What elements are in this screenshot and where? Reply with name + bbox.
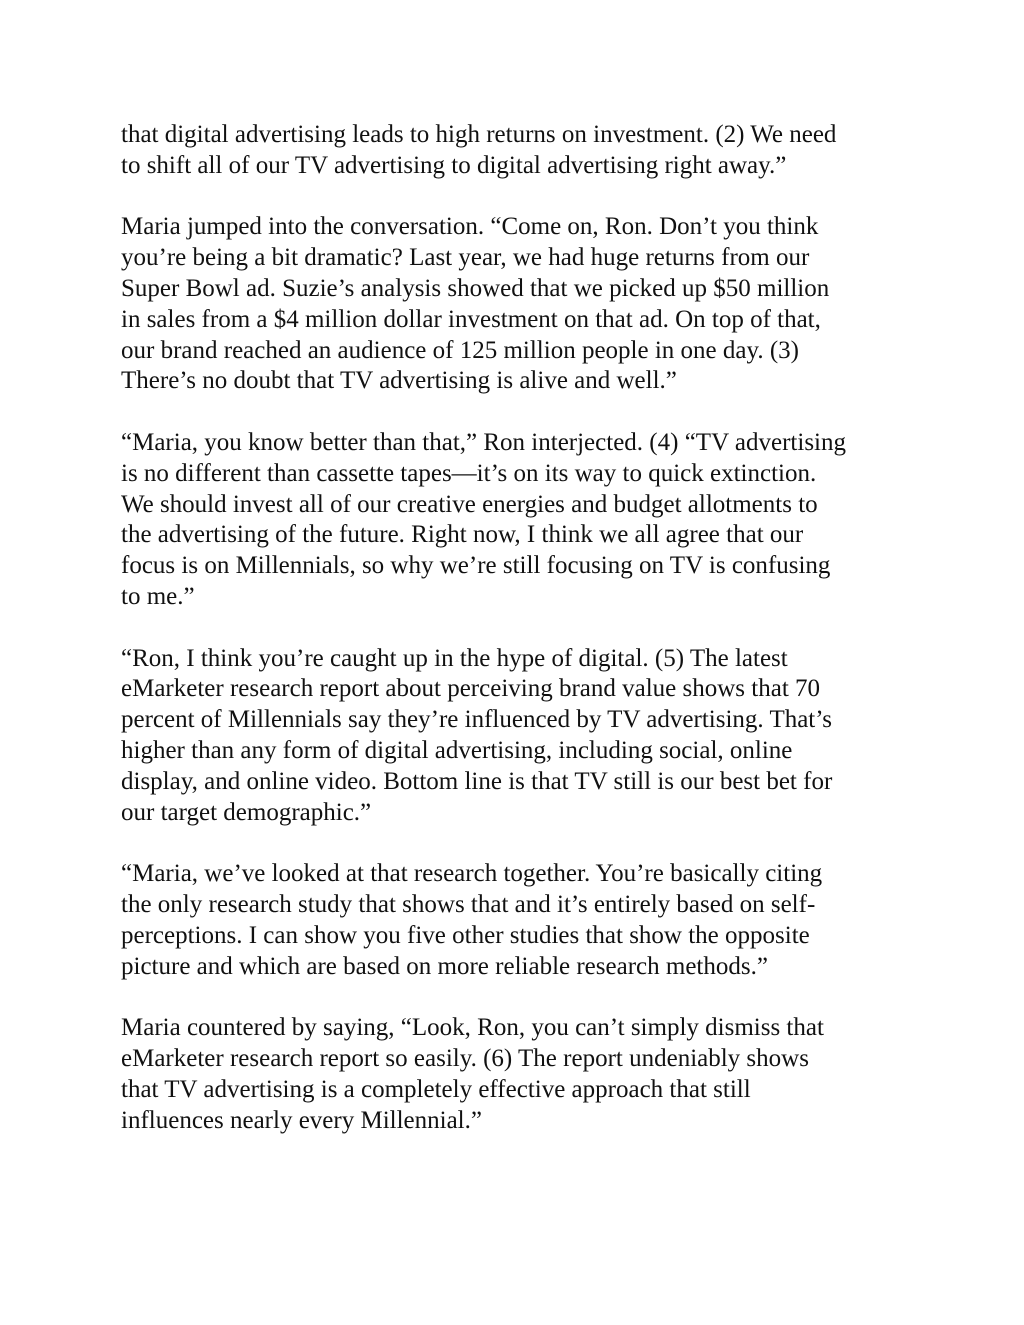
- text-line: the only research study that shows that and it’s entirely based on self-: [121, 890, 816, 918]
- paragraph-2: [121, 212, 911, 397]
- paragraph-1: [121, 120, 911, 182]
- text-line: to shift all of our TV advertising to digital advertising right away.”: [121, 151, 787, 179]
- text-line: focus is on Millennials, so why we’re still focusing on TV is confusing: [121, 552, 831, 580]
- text-line: that digital advertising leads to high returns on investment. (2) We need: [121, 121, 837, 148]
- text-line: “Maria, we’ve looked at that research together. You’re basically citing: [121, 860, 823, 888]
- text-line: There’s no doubt that TV advertising is alive and well.”: [121, 367, 677, 395]
- paragraph-4: [121, 644, 911, 829]
- text-line: Super Bowl ad. Suzie’s analysis showed that we picked up $50 million: [121, 274, 830, 302]
- text-line: in sales from a $4 million dollar investment on that ad. On top of that,: [121, 305, 821, 333]
- text-line: higher than any form of digital advertising, including social, online: [121, 736, 793, 764]
- text-line: our brand reached an audience of 125 million people in one day. (3): [121, 336, 799, 364]
- text-line: influences nearly every Millennial.”: [121, 1106, 482, 1134]
- text-line: Maria countered by saying, “Look, Ron, you can’t simply dismiss that: [121, 1014, 824, 1042]
- text-line: We should invest all of our creative energies and budget allotments to: [121, 490, 818, 518]
- document-body: [121, 120, 911, 1167]
- paragraph-3: [121, 428, 911, 613]
- text-line: display, and online video. Bottom line is that TV still is our best bet for: [121, 767, 833, 795]
- text-line: Maria jumped into the conversation. “Come on, Ron. Don’t you think: [121, 213, 819, 241]
- text-line: “Ron, I think you’re caught up in the hype of digital. (5) The latest: [121, 644, 788, 672]
- text-line: the advertising of the future. Right now, I think we all agree that our: [121, 521, 804, 549]
- text-line: to me.”: [121, 582, 195, 610]
- text-line: our target demographic.”: [121, 798, 372, 826]
- text-line: percent of Millennials say they’re influenced by TV advertising. That’s: [121, 706, 832, 734]
- paragraph-5: [121, 859, 911, 982]
- text-line: is no different than cassette tapes—it’s on its way to quick extinction.: [121, 459, 817, 487]
- text-line: that TV advertising is a completely effective approach that still: [121, 1075, 751, 1103]
- text-line: “Maria, you know better than that,” Ron interjected. (4) “TV advertising: [121, 428, 846, 456]
- text-line: perceptions. I can show you five other studies that show the opposite: [121, 921, 810, 949]
- text-line: you’re being a bit dramatic? Last year, we had huge returns from our: [121, 244, 810, 272]
- paragraph-6: [121, 1013, 911, 1136]
- text-line: eMarketer research report about perceiving brand value shows that 70: [121, 675, 821, 703]
- text-line: picture and which are based on more reliable research methods.”: [121, 952, 768, 980]
- text-line: eMarketer research report so easily. (6) The report undeniably shows: [121, 1044, 809, 1072]
